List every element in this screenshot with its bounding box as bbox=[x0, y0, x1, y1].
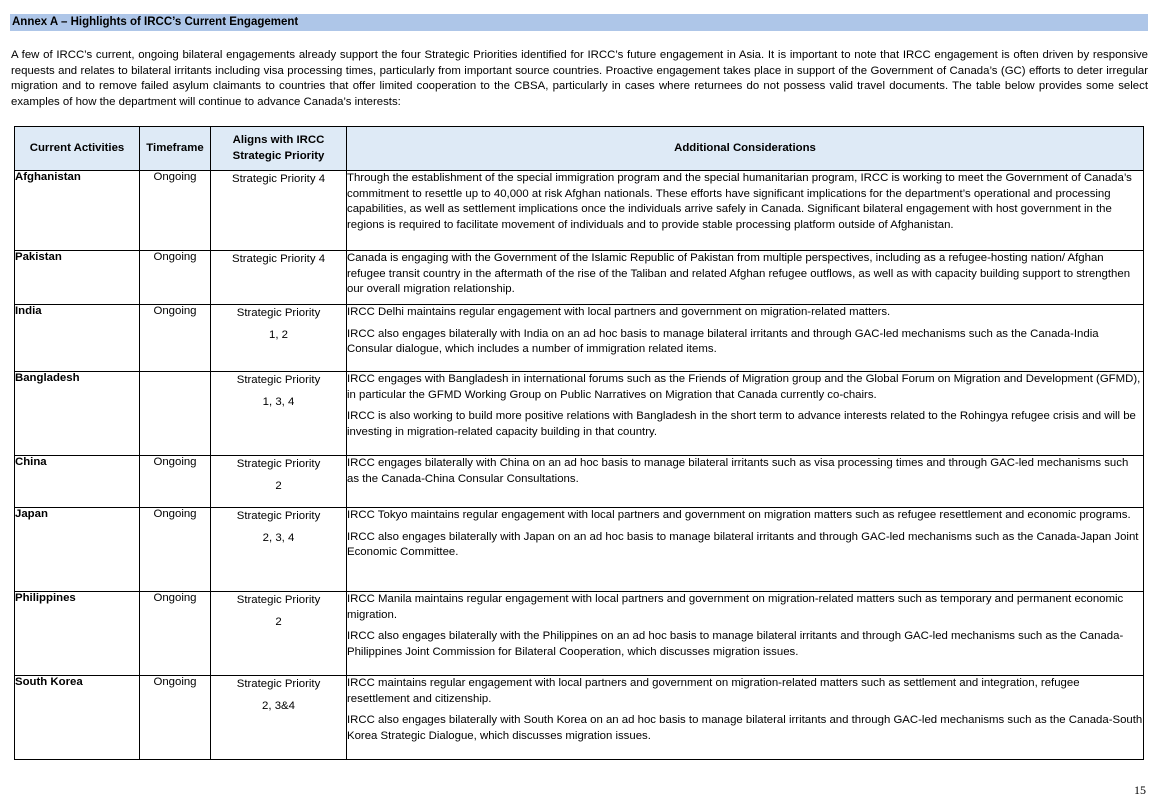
timeframe-cell: Ongoing bbox=[140, 456, 211, 508]
considerations-cell bbox=[347, 456, 1144, 508]
consideration-paragraph: IRCC engages bilaterally with China on an ad hoc basis to manage bilateral irritants such as visa processing times and through GAC-led mechanisms such as the Canada-China Consular Consultations. bbox=[347, 457, 1129, 485]
table-row bbox=[15, 508, 1144, 592]
priority-cell bbox=[211, 251, 347, 305]
priority-cell bbox=[211, 508, 347, 592]
country-cell: South Korea bbox=[15, 676, 140, 760]
country-cell: Pakistan bbox=[15, 251, 140, 305]
considerations-cell bbox=[347, 508, 1144, 592]
priority-label: Strategic Priority bbox=[236, 374, 321, 386]
priority-cell bbox=[211, 372, 347, 456]
country-cell: Japan bbox=[15, 508, 140, 592]
priority-numbers bbox=[211, 193, 346, 215]
priority-label: Strategic Priority 4 bbox=[231, 173, 326, 185]
header-additional-considerations: Additional Considerations bbox=[347, 127, 1144, 171]
priority-label: Strategic Priority bbox=[236, 307, 321, 319]
consideration-paragraph: IRCC maintains regular engagement with local partners and government on migration-related matters such as settlement and integration, refugee resettlement and citizenship. bbox=[347, 677, 1080, 705]
considerations-cell bbox=[347, 372, 1144, 456]
consideration-paragraph: IRCC engages with Bangladesh in international forums such as the Friends of Migration group and the Global Forum on Migration and Development (GFMD), in particular the GFMD Working Group on Public Narratives on Migration that Canada currently co-chairs. bbox=[347, 373, 1141, 401]
table-row bbox=[15, 171, 1144, 251]
priority-numbers: 2 bbox=[275, 616, 282, 628]
consideration-paragraph: IRCC also engages bilaterally with India on an ad hoc basis to manage bilateral irritants and through GAC-led mechanisms such as the Canada-India Consular dialogue, which includes a number of immigration related items. bbox=[347, 327, 1099, 356]
considerations-cell bbox=[347, 676, 1144, 760]
engagement-table bbox=[14, 126, 1144, 760]
table-row bbox=[15, 456, 1144, 508]
header-aligns-with-priority bbox=[211, 127, 347, 171]
table-body bbox=[15, 171, 1144, 760]
page-number: 15 bbox=[1134, 783, 1146, 797]
considerations-cell bbox=[347, 305, 1144, 372]
timeframe-cell: Ongoing bbox=[140, 592, 211, 676]
priority-label: Strategic Priority bbox=[236, 510, 321, 522]
intro-paragraph: A few of IRCC’s current, ongoing bilateral engagements already support the four Strategic Priorities identified for IRCC’s future engagement in Asia. It is important to note that IRCC engagement is often driven by responsive requests and relates to bilateral irritants including visa processing times, particularly from important source countries. Proactive engagement takes place in support of the Government of Canada’s (GC) efforts to deter irregular migration and to remove failed asylum claimants to countries that offer limited cooperation to the CBSA, particularly in cases where returnees do not possess valid travel documents. The table below provides some select examples of how the department will continue to advance Canada’s interests: bbox=[11, 49, 1148, 108]
priority-numbers: 2, 3, 4 bbox=[262, 532, 295, 544]
consideration-paragraph: IRCC Delhi maintains regular engagement with local partners and government on migration-related matters. bbox=[347, 306, 891, 318]
consideration-paragraph: IRCC Manila maintains regular engagement with local partners and government on migration-related matters such as temporary and permanent economic migration. bbox=[347, 593, 1124, 621]
priority-cell bbox=[211, 171, 347, 251]
table-row bbox=[15, 592, 1144, 676]
timeframe-cell bbox=[140, 372, 211, 456]
consideration-paragraph: IRCC is also working to build more positive relations with Bangladesh in the short term to advance interests related to the Rohingya refugee crisis and will be investing in migration-related capacity building in that country. bbox=[347, 410, 1136, 438]
priority-numbers: 1, 3, 4 bbox=[262, 396, 295, 408]
consideration-paragraph: Canada is engaging with the Government of the Islamic Republic of Pakistan from multiple perspectives, including as a refugee-hosting nation/ Afghan refugee transit country in the aftermath of the rise of the Taliban and related Afghan refugee outflows, as well as with capacity building support to strengthen our overall migration relationship. bbox=[347, 252, 1131, 296]
table-header-row bbox=[15, 127, 1144, 171]
priority-cell bbox=[211, 456, 347, 508]
table-row bbox=[15, 372, 1144, 456]
table-row bbox=[15, 676, 1144, 760]
consideration-paragraph: IRCC Tokyo maintains regular engagement with local partners and government on migration matters such as refugee resettlement and economic programs. bbox=[347, 509, 1131, 521]
timeframe-cell: Ongoing bbox=[140, 508, 211, 592]
country-cell: Afghanistan bbox=[15, 171, 140, 251]
annex-heading: Annex A – Highlights of IRCC’s Current Engagement bbox=[10, 14, 1148, 31]
header-aligns-line2: Strategic Priority bbox=[232, 149, 325, 162]
country-cell: Philippines bbox=[15, 592, 140, 676]
priority-label: Strategic Priority 4 bbox=[231, 253, 326, 265]
considerations-cell bbox=[347, 251, 1144, 305]
timeframe-cell: Ongoing bbox=[140, 251, 211, 305]
country-cell: Bangladesh bbox=[15, 372, 140, 456]
considerations-cell bbox=[347, 592, 1144, 676]
priority-label: Strategic Priority bbox=[236, 458, 321, 470]
consideration-paragraph: IRCC also engages bilaterally with the Philippines on an ad hoc basis to manage bilateral irritants and through GAC-led mechanisms such as the Canada-Philippines Joint Commission for Bilateral Cooperation, which discusses migration issues. bbox=[347, 630, 1124, 658]
consideration-paragraph: IRCC also engages bilaterally with Japan on an ad hoc basis to manage bilateral irritants and through GAC-led mechanisms such as the Canada-Japan Joint Economic Committee. bbox=[347, 530, 1139, 559]
priority-numbers: 2, 3&4 bbox=[262, 700, 295, 712]
country-cell: China bbox=[15, 456, 140, 508]
header-aligns-line1: Aligns with IRCC bbox=[232, 134, 325, 146]
table-row bbox=[15, 305, 1144, 372]
table-row bbox=[15, 251, 1144, 305]
priority-numbers: 2 bbox=[275, 480, 282, 492]
timeframe-cell: Ongoing bbox=[140, 676, 211, 760]
considerations-cell bbox=[347, 171, 1144, 251]
priority-label: Strategic Priority bbox=[236, 594, 321, 606]
header-current-activities: Current Activities bbox=[15, 127, 140, 171]
priority-label: Strategic Priority bbox=[236, 678, 321, 690]
country-cell: India bbox=[15, 305, 140, 372]
priority-numbers bbox=[211, 273, 346, 295]
priority-cell bbox=[211, 305, 347, 372]
priority-cell bbox=[211, 676, 347, 760]
priority-cell bbox=[211, 592, 347, 676]
timeframe-cell: Ongoing bbox=[140, 305, 211, 372]
header-timeframe: Timeframe bbox=[140, 127, 211, 171]
priority-numbers: 1, 2 bbox=[269, 329, 288, 341]
timeframe-cell: Ongoing bbox=[140, 171, 211, 251]
consideration-paragraph: IRCC also engages bilaterally with South Korea on an ad hoc basis to manage bilateral irritants and through GAC-led mechanisms such as the Canada-South Korea Strategic Dialogue, which discusses migration issues. bbox=[347, 714, 1143, 742]
consideration-paragraph: Through the establishment of the special immigration program and the special humanitarian program, IRCC is working to meet the Government of Canada’s commitment to resettle up to 40,000 at risk Afghan nationals. These efforts have significant implications for the department’s operational and processing capabilities, as well as settlement implications once the individuals arrive safely in Canada. Significant bilateral engagement with host government in the regions is required to facilitate movement of individuals and to provide stable processing platform outside of Afghanistan. bbox=[347, 172, 1132, 231]
